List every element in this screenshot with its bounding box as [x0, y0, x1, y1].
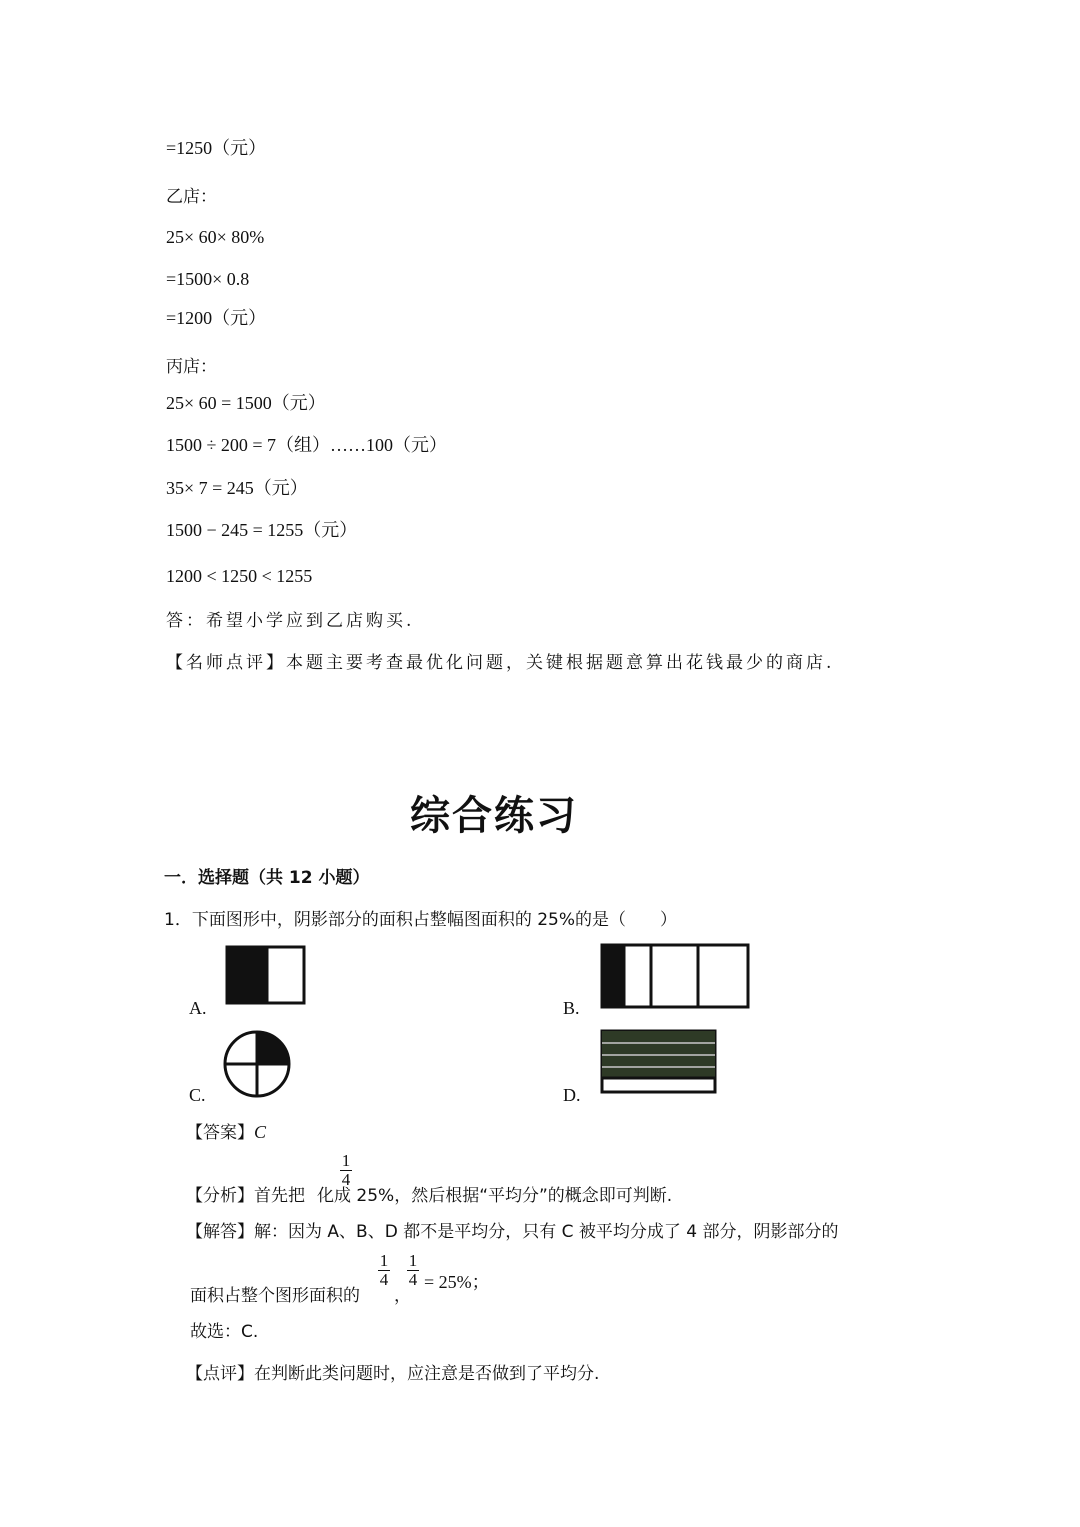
analysis-post: 化成 25%，然后根据“平均分”的概念即可判断. — [317, 1186, 673, 1206]
solve-row-2 — [190, 1281, 360, 1306]
calc-line-8: 1500 − 245 = 1255（元） — [166, 520, 358, 540]
choice-line: 故选：C. — [190, 1322, 259, 1342]
teacher-comment: 【名师点评】本题主要考查最优化问题，关键根据题意算出花钱最少的商店. — [166, 653, 835, 673]
fraction-one-quarter-2 — [378, 1252, 390, 1289]
option-d-figure — [600, 1028, 718, 1096]
fraction-denominator-3: 4 — [408, 1270, 418, 1289]
solve-equation: = 25%； — [424, 1272, 490, 1292]
fraction-numerator-2: 1 — [379, 1251, 389, 1270]
calc-line-4: =1200（元） — [166, 308, 267, 328]
section-title: 综合练习 — [410, 793, 578, 839]
fraction-numerator: 1 — [341, 1151, 351, 1170]
review-text: 在判断此类问题时，应注意是否做到了平均分. — [254, 1364, 600, 1384]
calc-line-2: 25× 60× 80% — [166, 227, 265, 247]
solve-text-2: 面积占整个图形面积的 — [190, 1286, 360, 1306]
shop-c-label: 丙店： — [166, 357, 217, 377]
review-row — [186, 1359, 599, 1384]
fraction-denominator: 4 — [341, 1170, 351, 1189]
calc-line-5: 25× 60 = 1500（元） — [166, 393, 326, 413]
answer-line: 答：希望小学应到乙店购买. — [166, 611, 415, 631]
solve-row — [186, 1217, 839, 1242]
fraction-denominator-2: 4 — [379, 1270, 389, 1289]
review-tag: 【点评】 — [186, 1364, 254, 1384]
analysis-tag: 【分析】 — [186, 1186, 254, 1206]
fraction-one-quarter-3 — [407, 1252, 419, 1289]
option-d-label: D. — [563, 1085, 581, 1105]
analysis-pre: 首先把 — [254, 1186, 305, 1206]
fraction-numerator-3: 1 — [408, 1251, 418, 1270]
question-number: 1． — [164, 910, 192, 930]
question-1 — [164, 905, 677, 930]
calc-line-7: 35× 7 = 245（元） — [166, 478, 308, 498]
answer-value: C — [254, 1122, 267, 1142]
answer-row — [186, 1118, 266, 1143]
comma: ， — [394, 1286, 411, 1306]
question-text: 下面图形中，阴影部分的面积占整幅图面积的 25%的是（ ） — [191, 910, 678, 930]
calc-line-9: 1200 < 1250 < 1255 — [166, 566, 313, 586]
calc-line-1: =1250（元） — [166, 138, 267, 158]
option-b-label: B. — [563, 998, 580, 1018]
solve-tag: 【解答】 — [186, 1222, 254, 1242]
calc-line-3: =1500× 0.8 — [166, 269, 250, 289]
option-c-figure — [220, 1028, 294, 1100]
option-a-label: A. — [189, 998, 207, 1018]
section-heading: 一．选择题（共 12 小题） — [164, 868, 370, 888]
fraction-one-quarter — [340, 1152, 352, 1189]
option-c-label: C. — [189, 1085, 206, 1105]
answer-tag: 【答案】 — [186, 1123, 254, 1143]
analysis-row — [186, 1181, 672, 1206]
option-b-figure — [599, 940, 753, 1010]
solve-text: 解：因为 A、B、D 都不是平均分，只有 C 被平均分成了 4 部分，阴影部分的 — [254, 1222, 839, 1242]
calc-line-6: 1500 ÷ 200 = 7（组）……100（元） — [166, 435, 448, 455]
option-a-figure — [224, 944, 308, 1006]
shop-b-label: 乙店： — [166, 187, 217, 207]
